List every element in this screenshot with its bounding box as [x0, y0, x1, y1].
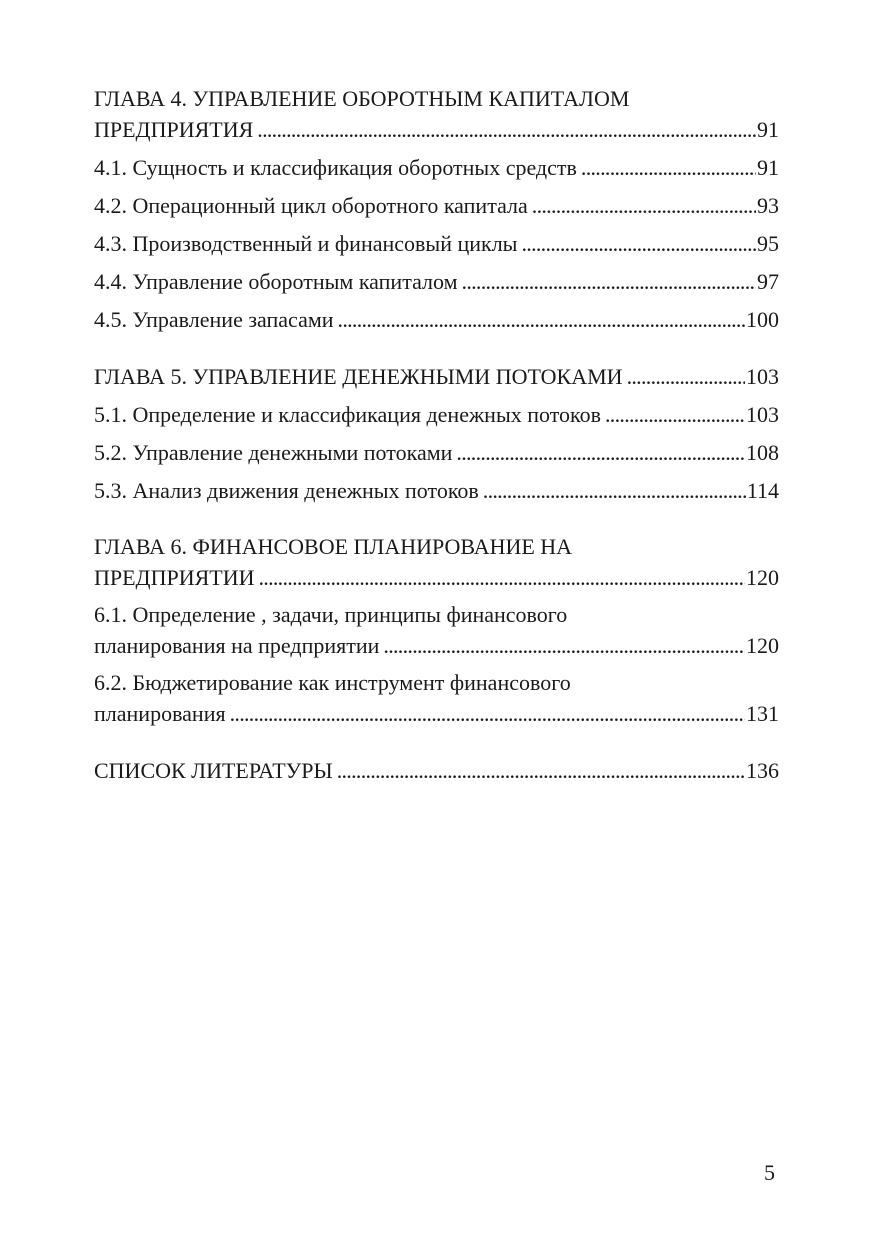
page-ref: 114: [746, 478, 779, 503]
toc-line: [94, 475, 779, 506]
toc-entry-section: [94, 304, 779, 335]
chapter-title: ГЛАВА 5. УПРАВЛЕНИЕ ДЕНЕЖНЫМИ ПОТОКАМИ: [94, 364, 623, 389]
toc-line: [94, 437, 779, 468]
chapter-title-line2: ПРЕДПРИЯТИЯ: [94, 117, 254, 142]
page-ref: 93: [757, 193, 779, 218]
toc-line: [94, 562, 779, 593]
page-ref: 95: [757, 231, 779, 256]
dot-leader: [532, 190, 756, 221]
page-ref: 100: [746, 307, 779, 332]
toc-bibliography: [94, 755, 779, 786]
chapter-title-line1: ГЛАВА 6. ФИНАНСОВОЕ ПЛАНИРОВАНИЕ НА: [94, 534, 573, 559]
dot-leader: [337, 755, 745, 786]
page-ref: 131: [746, 701, 779, 726]
toc-entry-section: [94, 399, 779, 430]
toc-entry-section: [94, 668, 779, 729]
bibliography-title: СПИСОК ЛИТЕРАТУРЫ: [94, 758, 333, 783]
toc-line: [94, 152, 779, 183]
section-title-line2: планирования на предприятии: [94, 633, 380, 658]
toc-line: [94, 114, 779, 145]
toc-line: [94, 399, 779, 430]
toc-entry-chapter-5-heading: [94, 361, 779, 392]
toc-line: [94, 304, 779, 335]
section-title: 5.2. Управление денежными потоками: [94, 440, 453, 465]
toc-entry-section: [94, 266, 779, 297]
section-title: 4.1. Сущность и классификация оборотных средств: [94, 155, 577, 180]
toc-line: [94, 361, 779, 392]
page-ref: 91: [757, 117, 779, 142]
page-ref: 91: [757, 155, 779, 180]
toc-entry-section: [94, 190, 779, 221]
page-number: 5: [764, 1160, 775, 1185]
toc-chapter-4: [94, 84, 779, 335]
toc-entry-chapter-6-heading: [94, 532, 779, 593]
page-ref: 103: [746, 402, 779, 427]
toc-entry-section: [94, 437, 779, 468]
page-ref: 120: [746, 565, 779, 590]
dot-leader: [257, 114, 756, 145]
toc-entry-section: [94, 475, 779, 506]
page-ref: 97: [757, 269, 779, 294]
toc-chapter-6: [94, 532, 779, 729]
dot-leader: [581, 152, 756, 183]
toc-line: [94, 698, 779, 729]
toc-line: [94, 190, 779, 221]
section-title: 4.4. Управление оборотным капиталом: [94, 269, 458, 294]
section-title: 4.5. Управление запасами: [94, 307, 334, 332]
dot-leader: [483, 475, 746, 506]
section-title-line1: 6.2. Бюджетирование как инструмент финансового: [94, 670, 571, 695]
dot-leader: [456, 437, 745, 468]
dot-leader: [627, 361, 745, 392]
section-title: 4.3. Производственный и финансовый циклы: [94, 231, 518, 256]
dot-leader: [230, 698, 745, 729]
chapter-title-line2: ПРЕДПРИЯТИИ: [94, 565, 255, 590]
section-title: 5.1. Определение и классификация денежных потоков: [94, 402, 601, 427]
page-ref: 120: [746, 633, 779, 658]
dot-leader: [605, 399, 745, 430]
page-ref: 103: [746, 364, 779, 389]
table-of-contents: [94, 84, 779, 793]
toc-entry-chapter-4-heading: [94, 84, 779, 145]
toc-entry-bibliography: [94, 755, 779, 786]
page-ref: 136: [746, 758, 779, 783]
section-title: 4.2. Операционный цикл оборотного капитала: [94, 193, 528, 218]
toc-entry-section: [94, 152, 779, 183]
dot-leader: [338, 304, 745, 335]
dot-leader: [258, 562, 745, 593]
toc-entry-section: [94, 228, 779, 259]
page-ref: 108: [746, 440, 779, 465]
chapter-title-line1: ГЛАВА 4. УПРАВЛЕНИЕ ОБОРОТНЫМ КАПИТАЛОМ: [94, 86, 630, 111]
dot-leader: [521, 228, 756, 259]
toc-line: [94, 228, 779, 259]
dot-leader: [383, 630, 745, 661]
toc-line: [94, 755, 779, 786]
toc-chapter-5: [94, 361, 779, 506]
toc-line: [94, 630, 779, 661]
dot-leader: [462, 266, 756, 297]
toc-line: [94, 266, 779, 297]
section-title-line2: планирования: [94, 701, 226, 726]
section-title: 5.3. Анализ движения денежных потоков: [94, 478, 479, 503]
section-title-line1: 6.1. Определение , задачи, принципы финансового: [94, 602, 568, 627]
toc-entry-section: [94, 600, 779, 661]
